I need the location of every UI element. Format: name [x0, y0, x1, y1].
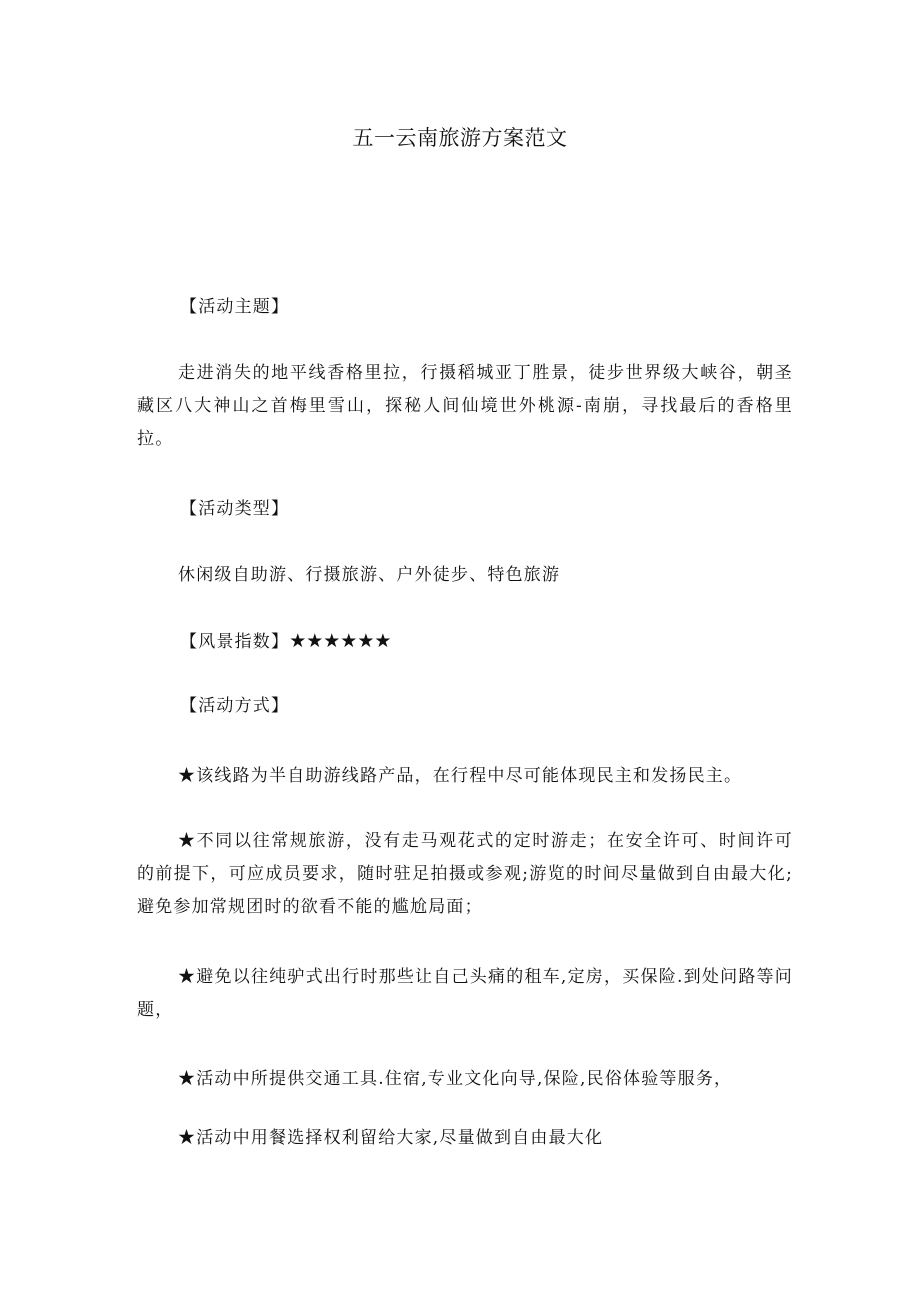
mode-heading: 【活动方式】	[180, 696, 290, 716]
mode-item: ★该线路为半自助游线路产品，在行程中尽可能体现民主和发扬民主。	[178, 766, 743, 786]
mode-item: ★不同以往常规旅游，没有走马观花式的定时游走；在安全许可、时间许可的前提下，可应成员要求，随时驻足拍摄或参观;游览的时间尽量做到自由最大化;避免参加常规团时的欲看不能的尴尬局面；	[137, 831, 793, 917]
scenery-heading: 【风景指数】	[180, 632, 290, 652]
mode-item: ★活动中用餐选择权利留给大家,尽量做到自由最大化	[178, 1128, 604, 1148]
document-title: 五一云南旅游方案范文	[352, 126, 568, 150]
type-paragraph: 休闲级自助游、行摄旅游、户外徒步、特色旅游	[178, 565, 561, 585]
mode-item: ★避免以往纯驴式出行时那些让自己头痛的租车,定房，买保险.到处问路等问题，	[137, 967, 793, 1020]
theme-heading: 【活动主题】	[180, 297, 290, 317]
scenery-row	[180, 626, 391, 657]
mode-item: ★活动中所提供交通工具.住宿,专业文化向导,保险,民俗体验等服务，	[178, 1069, 733, 1089]
type-heading: 【活动类型】	[180, 499, 290, 519]
scenery-rating-stars: ★★★★★★	[289, 630, 392, 652]
theme-paragraph: 走进消失的地平线香格里拉，行摄稻城亚丁胜景，徒步世界级大峡谷，朝圣藏区八大神山之首梅里雪山，探秘人间仙境世外桃源-南崩，寻找最后的香格里拉。	[137, 363, 793, 449]
